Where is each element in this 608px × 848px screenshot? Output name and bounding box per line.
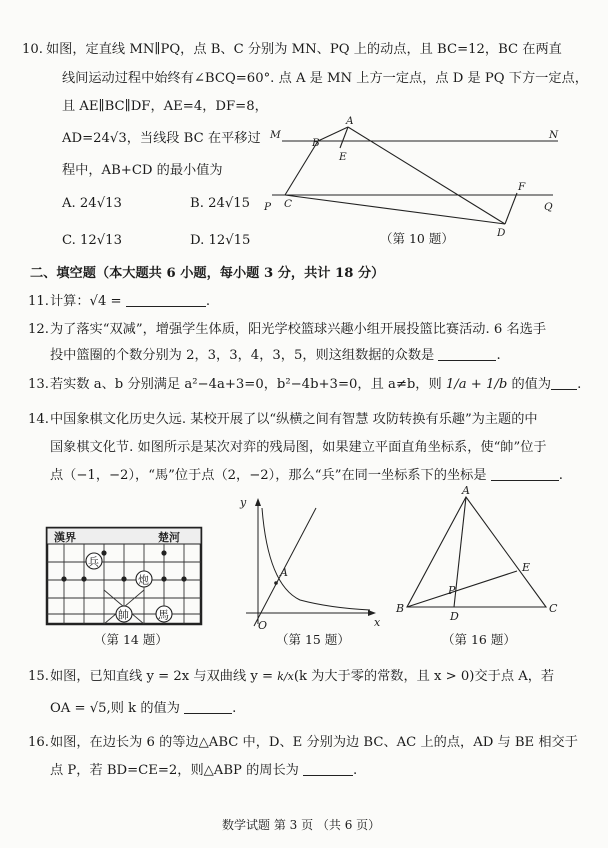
q16-line2-body: 点 P，若 BD=CE=2，则△ABP 的周长为 bbox=[50, 763, 299, 778]
q10-line5: 程中，AB+CD 的最小值为 bbox=[62, 163, 223, 178]
q15-line2 bbox=[50, 699, 236, 719]
q16-line2 bbox=[50, 761, 357, 781]
fig15-origin-label: O bbox=[258, 619, 268, 632]
q12-line1: 为了落实“双减”，增强学生体质，阳光学校篮球兴趣小组开展投篮比赛活动. 6 名选手 bbox=[50, 322, 547, 337]
fig15-point-a: A bbox=[280, 566, 288, 579]
piece-bing: 兵 bbox=[88, 555, 99, 569]
q15-k-over-x: k/x bbox=[277, 670, 294, 683]
q10-number: 10. bbox=[22, 42, 43, 57]
q11-number: 11. bbox=[28, 294, 49, 309]
fig16-label-a: A bbox=[462, 484, 470, 497]
q10-line1: 如图，定直线 MN∥PQ，点 B、C 分别为 MN、PQ 上的动点，且 BC=12，BC 在两直 bbox=[46, 42, 562, 57]
q10-line2: 线间运动过程中始终有∠BCQ=60°. 点 A 是 MN 上方一定点，点 D 是 PQ 下方一定点， bbox=[62, 71, 588, 86]
fig10-label-c: C bbox=[284, 198, 293, 210]
fig16-label-p: P bbox=[448, 584, 456, 597]
q14-caption: （第 14 题） bbox=[94, 632, 168, 647]
q13-number: 13. bbox=[28, 377, 49, 392]
q14-line3-end: . bbox=[558, 468, 563, 483]
q15-caption: （第 15 题） bbox=[276, 632, 350, 647]
page-footer: 数学试题 第 3 页 （共 6 页） bbox=[222, 818, 381, 832]
fig15-y-label: y bbox=[240, 496, 247, 509]
fig16-label-d: D bbox=[450, 610, 459, 623]
fig10-label-q: Q bbox=[544, 201, 553, 213]
fig10-label-a: A bbox=[346, 115, 354, 127]
fig16-label-b: B bbox=[396, 602, 405, 615]
q16-line1: 如图，在边长为 6 的等边△ABC 中，D、E 分别为边 BC、AC 上的点，AD 与 BE 相交于 bbox=[50, 735, 578, 750]
board-river-right: 楚河 bbox=[158, 531, 180, 544]
board-river-left: 漢界 bbox=[54, 531, 76, 544]
fig10-label-m: M bbox=[270, 129, 281, 141]
q10-option-c: C. 12√13 bbox=[62, 233, 122, 248]
q14-line1: 中国象棋文化历史久远. 某校开展了以“纵横之间有智慧 攻防转换有乐趣”为主题的中 bbox=[50, 412, 538, 427]
fig10-label-f: F bbox=[518, 181, 526, 193]
q13-body: 若实数 a、b 分别满足 a²−4a+3=0，b²−4b+3=0，且 a≠b，则 bbox=[50, 377, 442, 392]
q13-end: . bbox=[577, 377, 582, 392]
q13-tail: 的值为 bbox=[511, 377, 552, 392]
q10-line3: 且 AE∥BC∥DF，AE=4，DF=8， bbox=[62, 99, 268, 114]
q12-line2-body: 投中篮圈的个数分别为 2，3，3，4，3，5，则这组数据的众数是 bbox=[50, 348, 435, 363]
piece-pao: 炮 bbox=[138, 573, 149, 587]
fig10-label-n: N bbox=[549, 129, 559, 141]
q11-text: 计算：√4 = . bbox=[50, 294, 211, 309]
q15-answer-blank[interactable] bbox=[184, 699, 232, 714]
fig10-label-d: D bbox=[497, 227, 506, 239]
fig15-x-label: x bbox=[374, 616, 381, 629]
q14-line3-body: 点（−1，−2），“馬”位于点（2，−2），那么“兵”在同一坐标系下的坐标是 bbox=[50, 468, 487, 483]
fig10-label-e: E bbox=[339, 151, 347, 163]
q10-option-d: D. 12√15 bbox=[190, 233, 251, 248]
q16-number: 16. bbox=[28, 735, 49, 750]
q10-line4: AD=24√3，当线段 BC 在平移过 bbox=[62, 131, 261, 146]
q15-line2-body: OA = √5,则 k 的值为 bbox=[50, 701, 180, 716]
q16-line2-end: . bbox=[353, 763, 358, 778]
section-2-heading: 二、填空题（本大题共 6 小题，每小题 3 分，共计 18 分） bbox=[30, 266, 385, 281]
q15-line1-body: 如图，已知直线 y = 2x 与双曲线 y = bbox=[50, 669, 274, 684]
piece-ma: 馬 bbox=[158, 608, 169, 622]
q15-line2-end: . bbox=[232, 701, 237, 716]
piece-shuai: 帥 bbox=[118, 608, 129, 622]
q13-fraction: 1/a + 1/b bbox=[445, 377, 508, 392]
fig10-label-b: B bbox=[312, 137, 320, 149]
q16-caption: （第 16 题） bbox=[442, 632, 516, 647]
q15-line1-tail: (k 为大于零的常数，且 x > 0)交于点 A，若 bbox=[293, 669, 555, 684]
q12-number: 12. bbox=[28, 322, 49, 337]
q15-number: 15. bbox=[28, 669, 49, 684]
q14-line2: 国象棋文化节. 如图所示是某次对弈的残局图，如果建立平面直角坐标系，使“帥”位于 bbox=[50, 440, 547, 455]
q10-option-b: B. 24√15 bbox=[190, 196, 251, 211]
q14-number: 14. bbox=[28, 412, 49, 427]
q10-caption: （第 10 题） bbox=[380, 231, 454, 246]
fig16-label-c: C bbox=[549, 602, 558, 615]
q10-option-a: A. 24√13 bbox=[62, 196, 122, 211]
q11-body: 计算：√4 = bbox=[50, 294, 122, 309]
fig16-label-e: E bbox=[522, 561, 531, 574]
q15-line1 bbox=[50, 667, 554, 687]
q12-line2-end: . bbox=[496, 348, 501, 363]
fig10-label-p: P bbox=[264, 201, 272, 213]
q16-answer-blank[interactable] bbox=[303, 761, 353, 776]
